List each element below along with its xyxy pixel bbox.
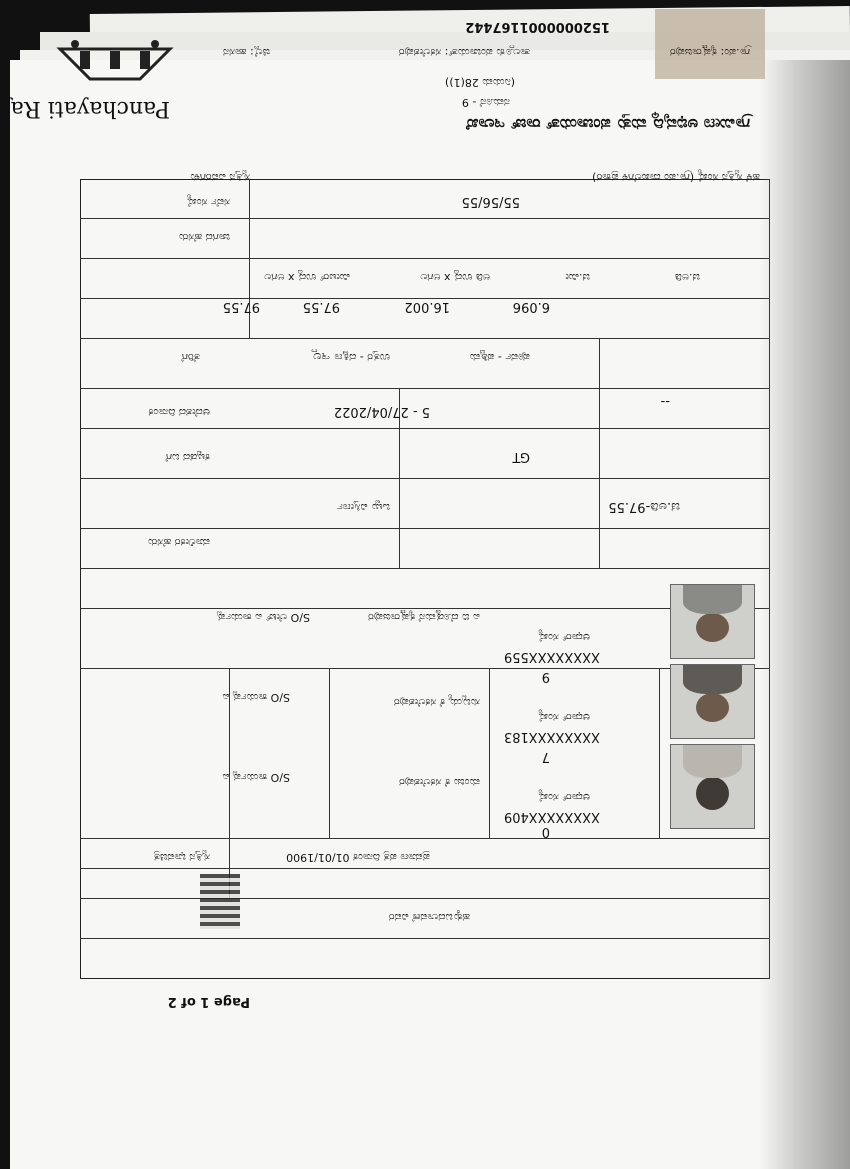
north-south-label: ಉತ್ತರ - ದಕ್ಷಿಣ	[334, 351, 390, 364]
survey-label: ಸರ್ವೆ ಸಂಖ್ಯೆ	[186, 196, 230, 209]
area-header-1: ಚ.ಅಡಿ	[674, 271, 700, 284]
owner-id-value-1: XXXXXXXX559	[503, 649, 600, 664]
old-property-label: ಹಳೆ ಸ್ವತ್ತಿನ ಸಂಖ್ಯೆ (ಗ್ರಾ.ಪಂ ದಾಖಲೆಗಳ ಪ್ರಕಾರ)	[592, 171, 760, 184]
owner-relation-3: S/O ಕಾರ್ಯಪ್ಪ ಎ	[222, 771, 290, 784]
form-name: ನಮೂನೆ - 9	[461, 96, 510, 109]
panchayat-label: ಗ್ರಾ.ಪಂ: ಕೃಷ್ಣರಾಜಪುರ	[669, 46, 750, 59]
owner-photo-3	[670, 744, 755, 829]
area-header-3: ಅಡಿ ಉದ್ದ x ಅಗಲ	[420, 271, 490, 284]
property-id: 1520000001167442	[465, 19, 610, 34]
owner-count-1: 9	[541, 669, 550, 684]
area-value-3: 16.002	[404, 299, 450, 314]
order-date-value: 5 - 27/04/2022	[333, 404, 430, 419]
east-west-label: ಪೂರ್ವ - ಪಶ್ಚಿಮ	[469, 351, 530, 364]
panchayati-raj-logo	[50, 39, 180, 89]
owner-relation-2: S/O ಕಾರ್ಯಪ್ಪ ಎ	[222, 691, 290, 704]
remarks-label: ಹಕ್ಕುಬದಲಾವಣೆ ವಿವರ	[388, 911, 470, 924]
dash-value: --	[660, 394, 670, 409]
building-type-label: ಕಟ್ಟಡದ ಬಗೆ	[165, 451, 210, 464]
page-number: Page 1 of 2	[167, 994, 250, 1009]
property-photo	[200, 874, 240, 929]
owner-section-label: ಮಾಲೀಕರ ಹೆಸರು	[147, 536, 210, 549]
owner-id-value-2: XXXXXXXX183	[503, 729, 600, 744]
owner-address-1: ಎ ಬಿ ದೊಡ್ಡಮನೆ ಕೃಷ್ಣರಾಜಪುರ	[368, 611, 480, 624]
owner-address-2: ಸುಬ್ಬಯ್ಯ ಕೆ ಸಕಲೇಶಪುರ	[393, 696, 480, 709]
stamp-image	[655, 9, 765, 79]
property-nature-label: ಸ್ವತ್ತಿನ ವಿವರಗಳು	[190, 171, 250, 184]
owner-id-label-1: ಆಧಾರ್ ಸಂಖ್ಯೆ	[538, 631, 590, 644]
district-label: ಜಿಲ್ಲೆ: ಹಾಸನ	[223, 46, 270, 59]
total-area-label: ಒಟ್ಟು ವಿಸ್ತೀರ್ಣ	[337, 501, 390, 514]
tax-value: ಇಲ್ಲ	[311, 349, 330, 364]
validity-text: ಪ್ರಮಾಣ ಪತ್ರ ದಿನಾಂಕ 01/01/1900	[286, 851, 430, 864]
area-header-2: ಚ.ಮೀ	[565, 271, 590, 284]
tax-label: ತೆರಿಗೆ	[181, 351, 200, 364]
building-type-value: GT	[512, 449, 530, 464]
brand-name: Panchayati Raj	[3, 96, 170, 121]
rule-reference: (ನಿಯಮ 28(1))	[444, 76, 515, 89]
owner-photo-1	[670, 584, 755, 659]
category-label: ಜಾಗದ ಹೆಸರು	[178, 231, 230, 244]
owner-address-3: ಮಂಜು ಕೆ ಸಕಲೇಶಪುರ	[399, 776, 480, 789]
order-date-label: ಆದೇಶದ ದಿನಾಂಕ	[148, 406, 210, 419]
owner-id-label-2: ಆಧಾರ್ ಸಂಖ್ಯೆ	[538, 711, 590, 724]
owner-id-label-3: ಆಧಾರ್ ಸಂಖ್ಯೆ	[538, 791, 590, 804]
owner-count-2: 7	[541, 749, 550, 764]
survey-value: 55/56/55	[461, 194, 520, 209]
area-value-1: 97.55	[222, 299, 260, 314]
owner-count-3: 0	[541, 824, 550, 839]
owner-relation-1: S/O ಲೇಟ್ ಎ ಕಾರ್ಯಪ್ಪ	[217, 611, 310, 624]
taluk-label: ತಾಲ್ಲೂಕು ಪಂಚಾಯತ್: ಸಕಲೇಶಪುರ	[398, 46, 530, 59]
total-area-value: ಚ.ಅಡಿ-97.55	[608, 499, 680, 514]
property-photo-label: ಸ್ವತ್ತಿನ ಭಾವಚಿತ್ರ	[153, 851, 210, 864]
area-value-4: 6.096	[512, 299, 550, 314]
owner-id-value-3: XXXXXXXX409	[503, 809, 600, 824]
header-title: ಗ್ರಾಮೀಣ ಅಭಿವೃದ್ಧಿ ಮತ್ತು ಪಂಚಾಯತ್ ರಾಜ್ ಇಲಾಖೆ	[466, 115, 750, 134]
owner-photo-2	[670, 664, 755, 739]
area-value-2: 97.55	[302, 299, 340, 314]
area-header-4: ಮೀಟರ್ ಉದ್ದ x ಅಗಲ	[264, 271, 350, 284]
